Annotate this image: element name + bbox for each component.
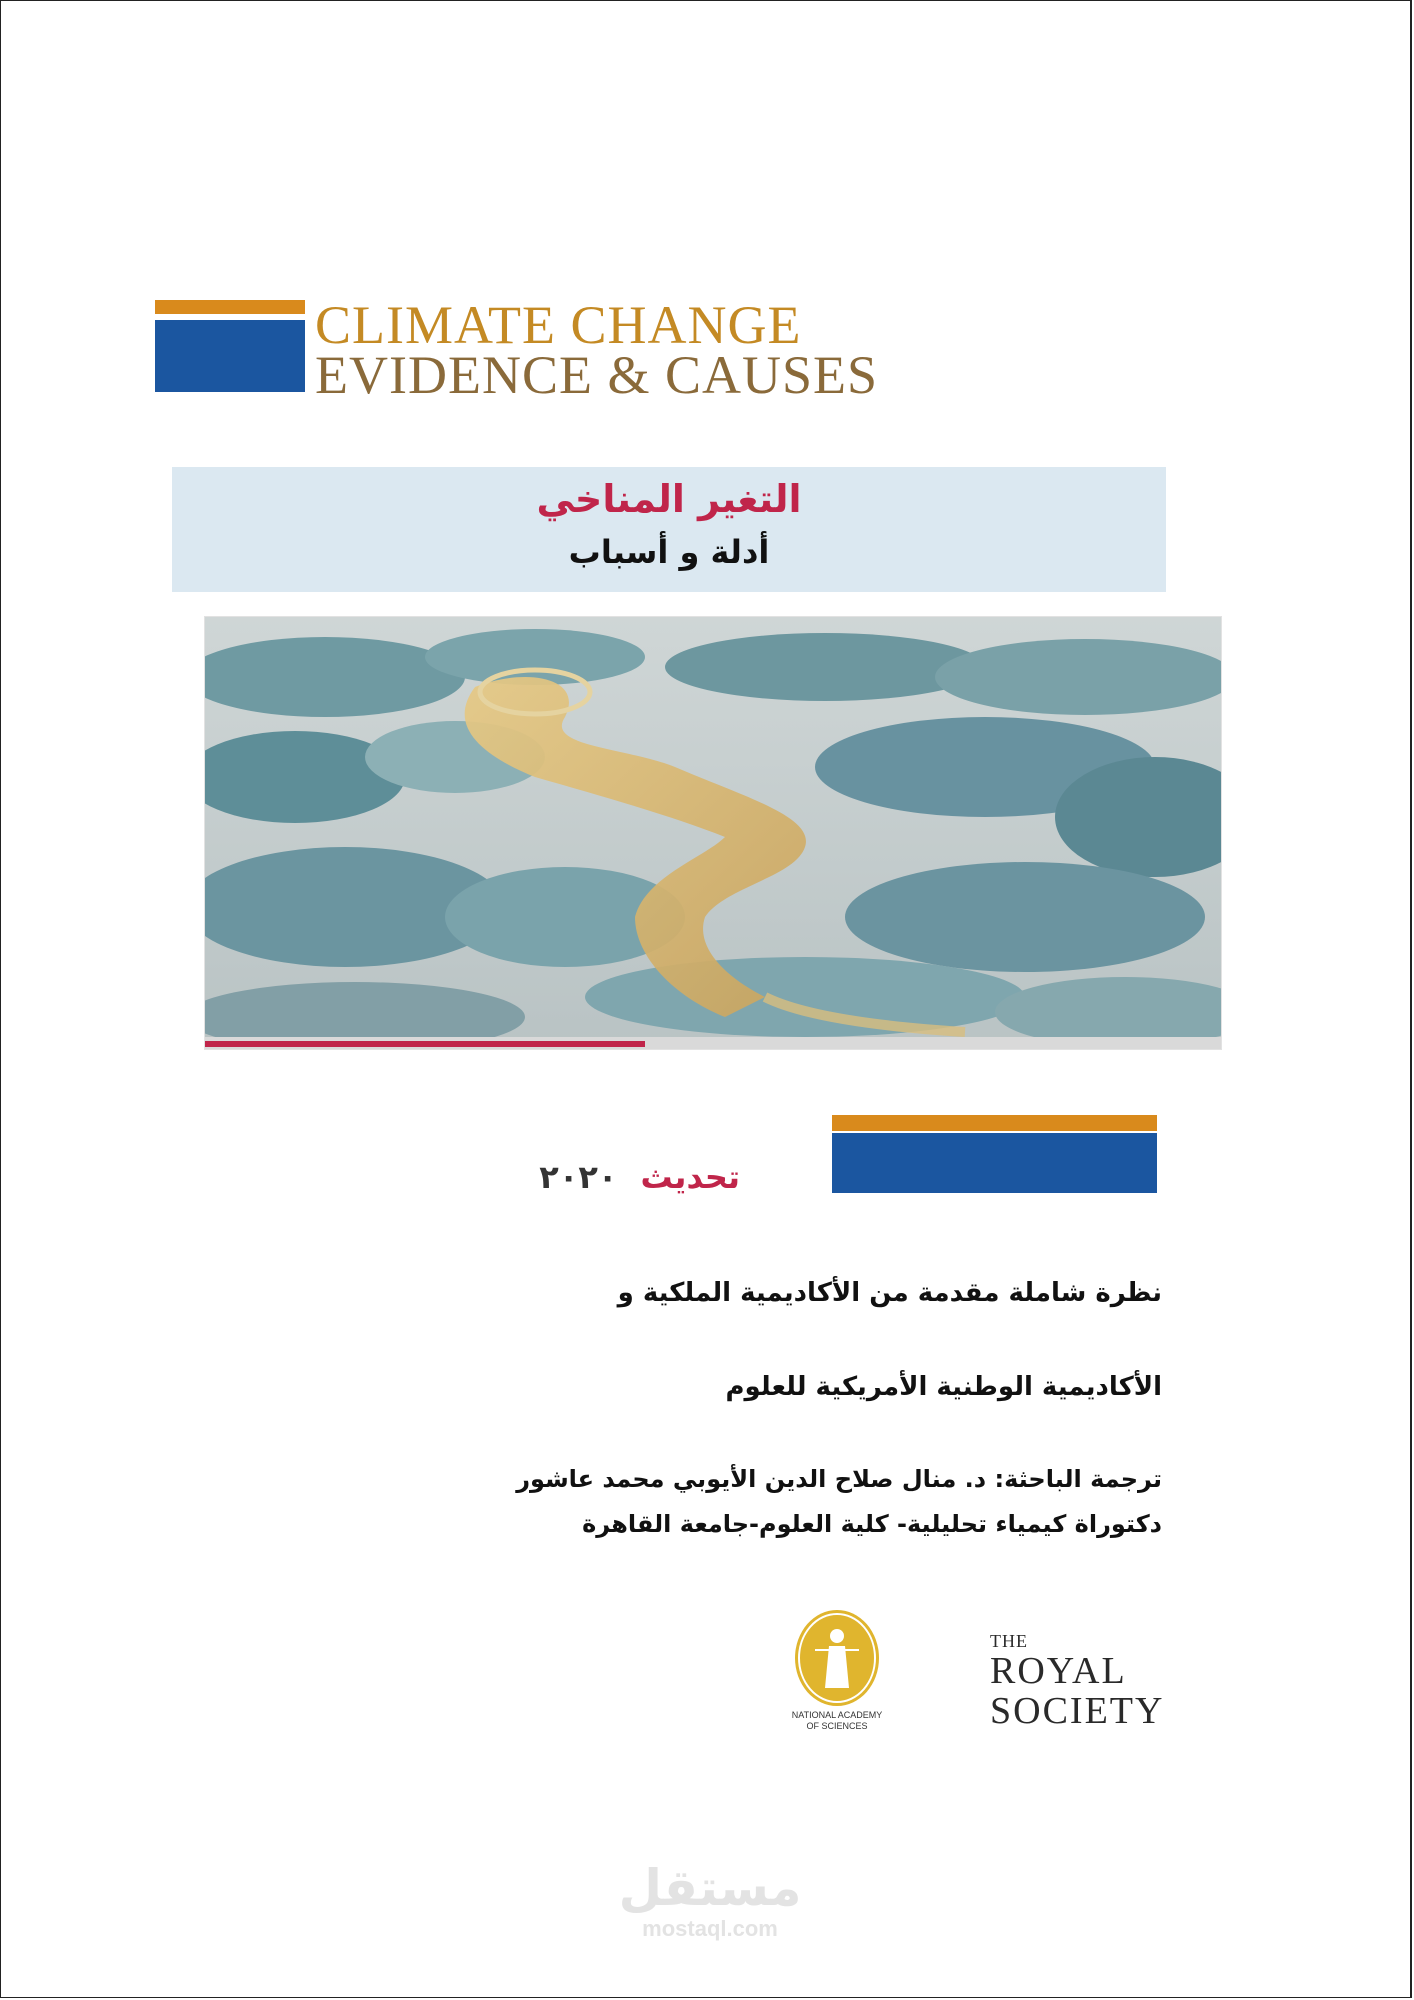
blue-block bbox=[155, 320, 305, 392]
watermark-latin: mostaql.com bbox=[642, 1916, 778, 1941]
arabic-subtitle: أدلة و أسباب bbox=[568, 533, 770, 571]
rs-royal: ROYAL bbox=[990, 1650, 1127, 1692]
nas-line1: NATIONAL ACADEMY bbox=[791, 1710, 883, 1720]
update-label bbox=[470, 1158, 740, 1196]
orange-stripe bbox=[832, 1115, 1157, 1131]
nas-caption bbox=[757, 1710, 917, 1732]
academy-line: الأكاديمية الوطنية الأمريكية للعلوم bbox=[725, 1372, 1162, 1402]
update-word: تحديث bbox=[640, 1158, 740, 1196]
english-title-line2: EVIDENCE & CAUSES bbox=[315, 345, 879, 405]
arabic-title: التغير المناخي bbox=[536, 477, 802, 521]
nas-seal-icon bbox=[795, 1610, 879, 1706]
nas-logo bbox=[757, 1610, 917, 1740]
orange-stripe bbox=[155, 300, 305, 314]
royal-society-logo bbox=[990, 1630, 1164, 1732]
watermark-arabic: مستقل bbox=[618, 1859, 802, 1917]
blue-block bbox=[832, 1133, 1157, 1193]
arabic-title-box bbox=[172, 467, 1166, 592]
ice-floes-photo bbox=[204, 616, 1222, 1050]
watermark bbox=[600, 1860, 820, 1942]
header-color-block bbox=[155, 300, 305, 392]
update-color-block bbox=[832, 1115, 1157, 1193]
english-title bbox=[315, 295, 1015, 405]
nas-line2: OF SCIENCES bbox=[806, 1721, 868, 1731]
update-year: ٢٠٢٠ bbox=[539, 1158, 618, 1196]
rs-the: THE bbox=[990, 1631, 1028, 1651]
rs-society: SOCIETY bbox=[990, 1690, 1165, 1732]
overview-line: نظرة شاملة مقدمة من الأكاديمية الملكية و bbox=[617, 1278, 1162, 1308]
degree-line: دكتوراة كيمياء تحليلية- كلية العلوم-جامعة القاهرة bbox=[582, 1510, 1162, 1538]
english-title-line1: CLIMATE CHANGE bbox=[315, 295, 802, 355]
translator-line: ترجمة الباحثة: د. منال صلاح الدين الأيوبي محمد عاشور bbox=[516, 1465, 1162, 1493]
